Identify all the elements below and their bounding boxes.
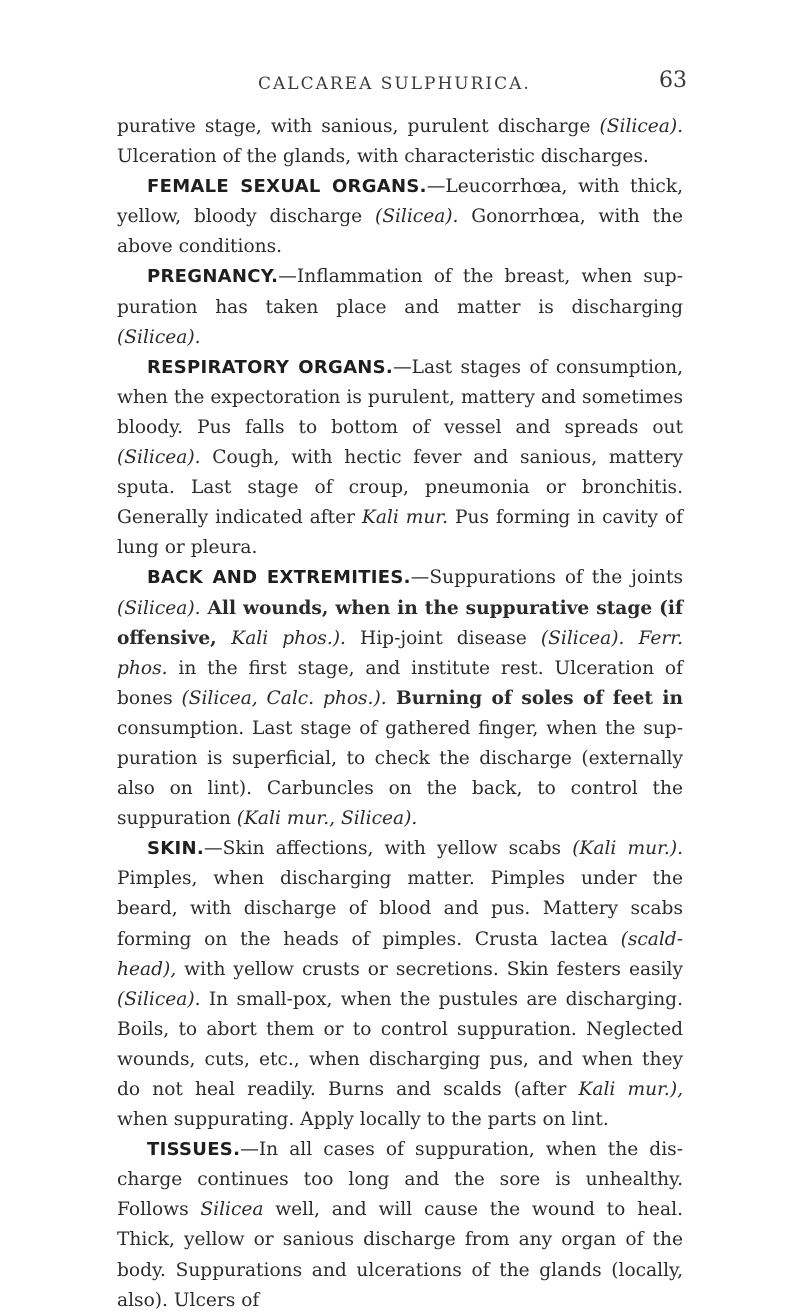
body-text-run: —Inflammation of the breast, when suppuration has taken place and matter is discharging <box>117 266 683 318</box>
remedy-reference: (Silicea). <box>117 597 201 619</box>
section-heading: SKIN. <box>147 838 205 860</box>
body-text-run: Pus forming in cavity of lung or pleura. <box>117 507 683 559</box>
body-text-run: —Last stages of consumption, when the expectoration is purulent, mattery and sometimes bloody. Pus falls to bottom of vessel and spreads out <box>117 356 683 438</box>
remedy-reference: (Silicea). <box>117 326 201 348</box>
section-heading: FEMALE SEXUAL ORGANS. <box>147 176 427 198</box>
remedy-reference: (scald-head), <box>117 928 683 980</box>
remedy-reference: (Silicea). <box>374 206 459 228</box>
paragraph-female <box>117 172 683 262</box>
remedy-reference: (Silicea). Ferr. phos. <box>117 627 683 679</box>
body-text-run: —Skin affections, with yellow scabs <box>204 838 573 860</box>
body-text-run: well, and will cause the wound to heal. Thick, yellow or sanious discharge from any organ of the body. Suppurations and ulcerations of the glands (locally, also). Ulcers of <box>117 1199 683 1311</box>
section-heading: PREGNANCY. <box>147 266 279 288</box>
section-heading: TISSUES. <box>147 1139 241 1161</box>
paragraph-pregnancy <box>117 262 683 352</box>
body-text-run: —Suppurations of the joints <box>410 567 683 589</box>
body-text-run: All wounds, when in the suppurative stage (if offensive, <box>117 597 683 649</box>
remedy-reference: (Kali mur.). <box>572 838 683 860</box>
remedy-reference: (Silicea). <box>599 116 683 137</box>
remedy-reference: Kali phos.). <box>231 627 346 649</box>
remedy-reference: Silicea <box>200 1199 264 1221</box>
body-text-run: —Leucorrhœa, with thick, yellow, bloody discharge <box>117 176 683 228</box>
remedy-reference: Kali mur. <box>361 507 449 529</box>
body-text-run: Burning of soles of feet in <box>386 687 683 709</box>
page-header <box>0 70 800 100</box>
section-heading: BACK AND EXTREMITIES. <box>147 567 411 589</box>
paragraph-back <box>117 563 683 834</box>
body-text-run: Ulceration of the glands, with characteristic discharges. <box>117 146 649 168</box>
page-number: 63 <box>659 68 687 93</box>
remedy-reference: (Silicea). <box>117 447 201 469</box>
section-heading: RESPIRATORY ORGANS. <box>147 356 394 378</box>
paragraph-p0 <box>117 112 683 172</box>
paragraph-skin <box>117 834 683 1135</box>
body-text-run: Cough, with hectic fever and sanious, mattery sputa. Last stage of croup, pneumonia or bronchitis. Generally indicated after <box>117 447 683 529</box>
body-text-run: when suppurating. Apply locally to the parts on lint. <box>117 1109 609 1131</box>
body-text-run: —In all cases of suppuration, when the discharge continues too long and the sore is unhealthy. Follows <box>117 1139 683 1221</box>
body-text-run: consumption. Last stage of gathered finger, when the suppuration is superficial, to check the discharge (externally also on lint). Carbuncles on the back, to control the suppuration <box>117 717 683 830</box>
body-text-run: Gonorrhœa, with the above conditions. <box>117 206 683 258</box>
remedy-reference: (Silicea). <box>117 988 201 1010</box>
remedy-reference: Kali mur.), <box>578 1079 684 1100</box>
remedy-reference: (Kali mur., Silicea). <box>236 808 418 830</box>
body-text-run: with yellow crusts or secretions. Skin festers easily <box>176 958 683 980</box>
body-text-run: Pimples, when discharging matter. Pimples under the beard, with discharge of blood and pus. Mattery scabs forming on the heads of pimples. Crusta lactea <box>117 868 683 950</box>
remedy-reference: (Silicea, Calc. phos.). <box>181 687 387 709</box>
body-text-run: In small-pox, when the pustules are discharging. Boils, to abort them or to control suppuration. Neglected wounds, cuts, etc., when discharging pus, and when they do not heal readily. Burns and scalds (after <box>117 988 683 1100</box>
paragraph-tissues <box>117 1135 683 1316</box>
body-text-run: purative stage, with sanious, purulent discharge <box>117 116 600 137</box>
body-text-run: Hip-joint disease <box>345 627 541 649</box>
paragraph-respiratory <box>117 353 683 564</box>
body-text-run: in the first stage, and institute rest. Ulceration of bones <box>117 657 683 709</box>
body-text <box>117 112 683 1316</box>
running-title: CALCAREA SULPHURICA. <box>258 74 531 94</box>
